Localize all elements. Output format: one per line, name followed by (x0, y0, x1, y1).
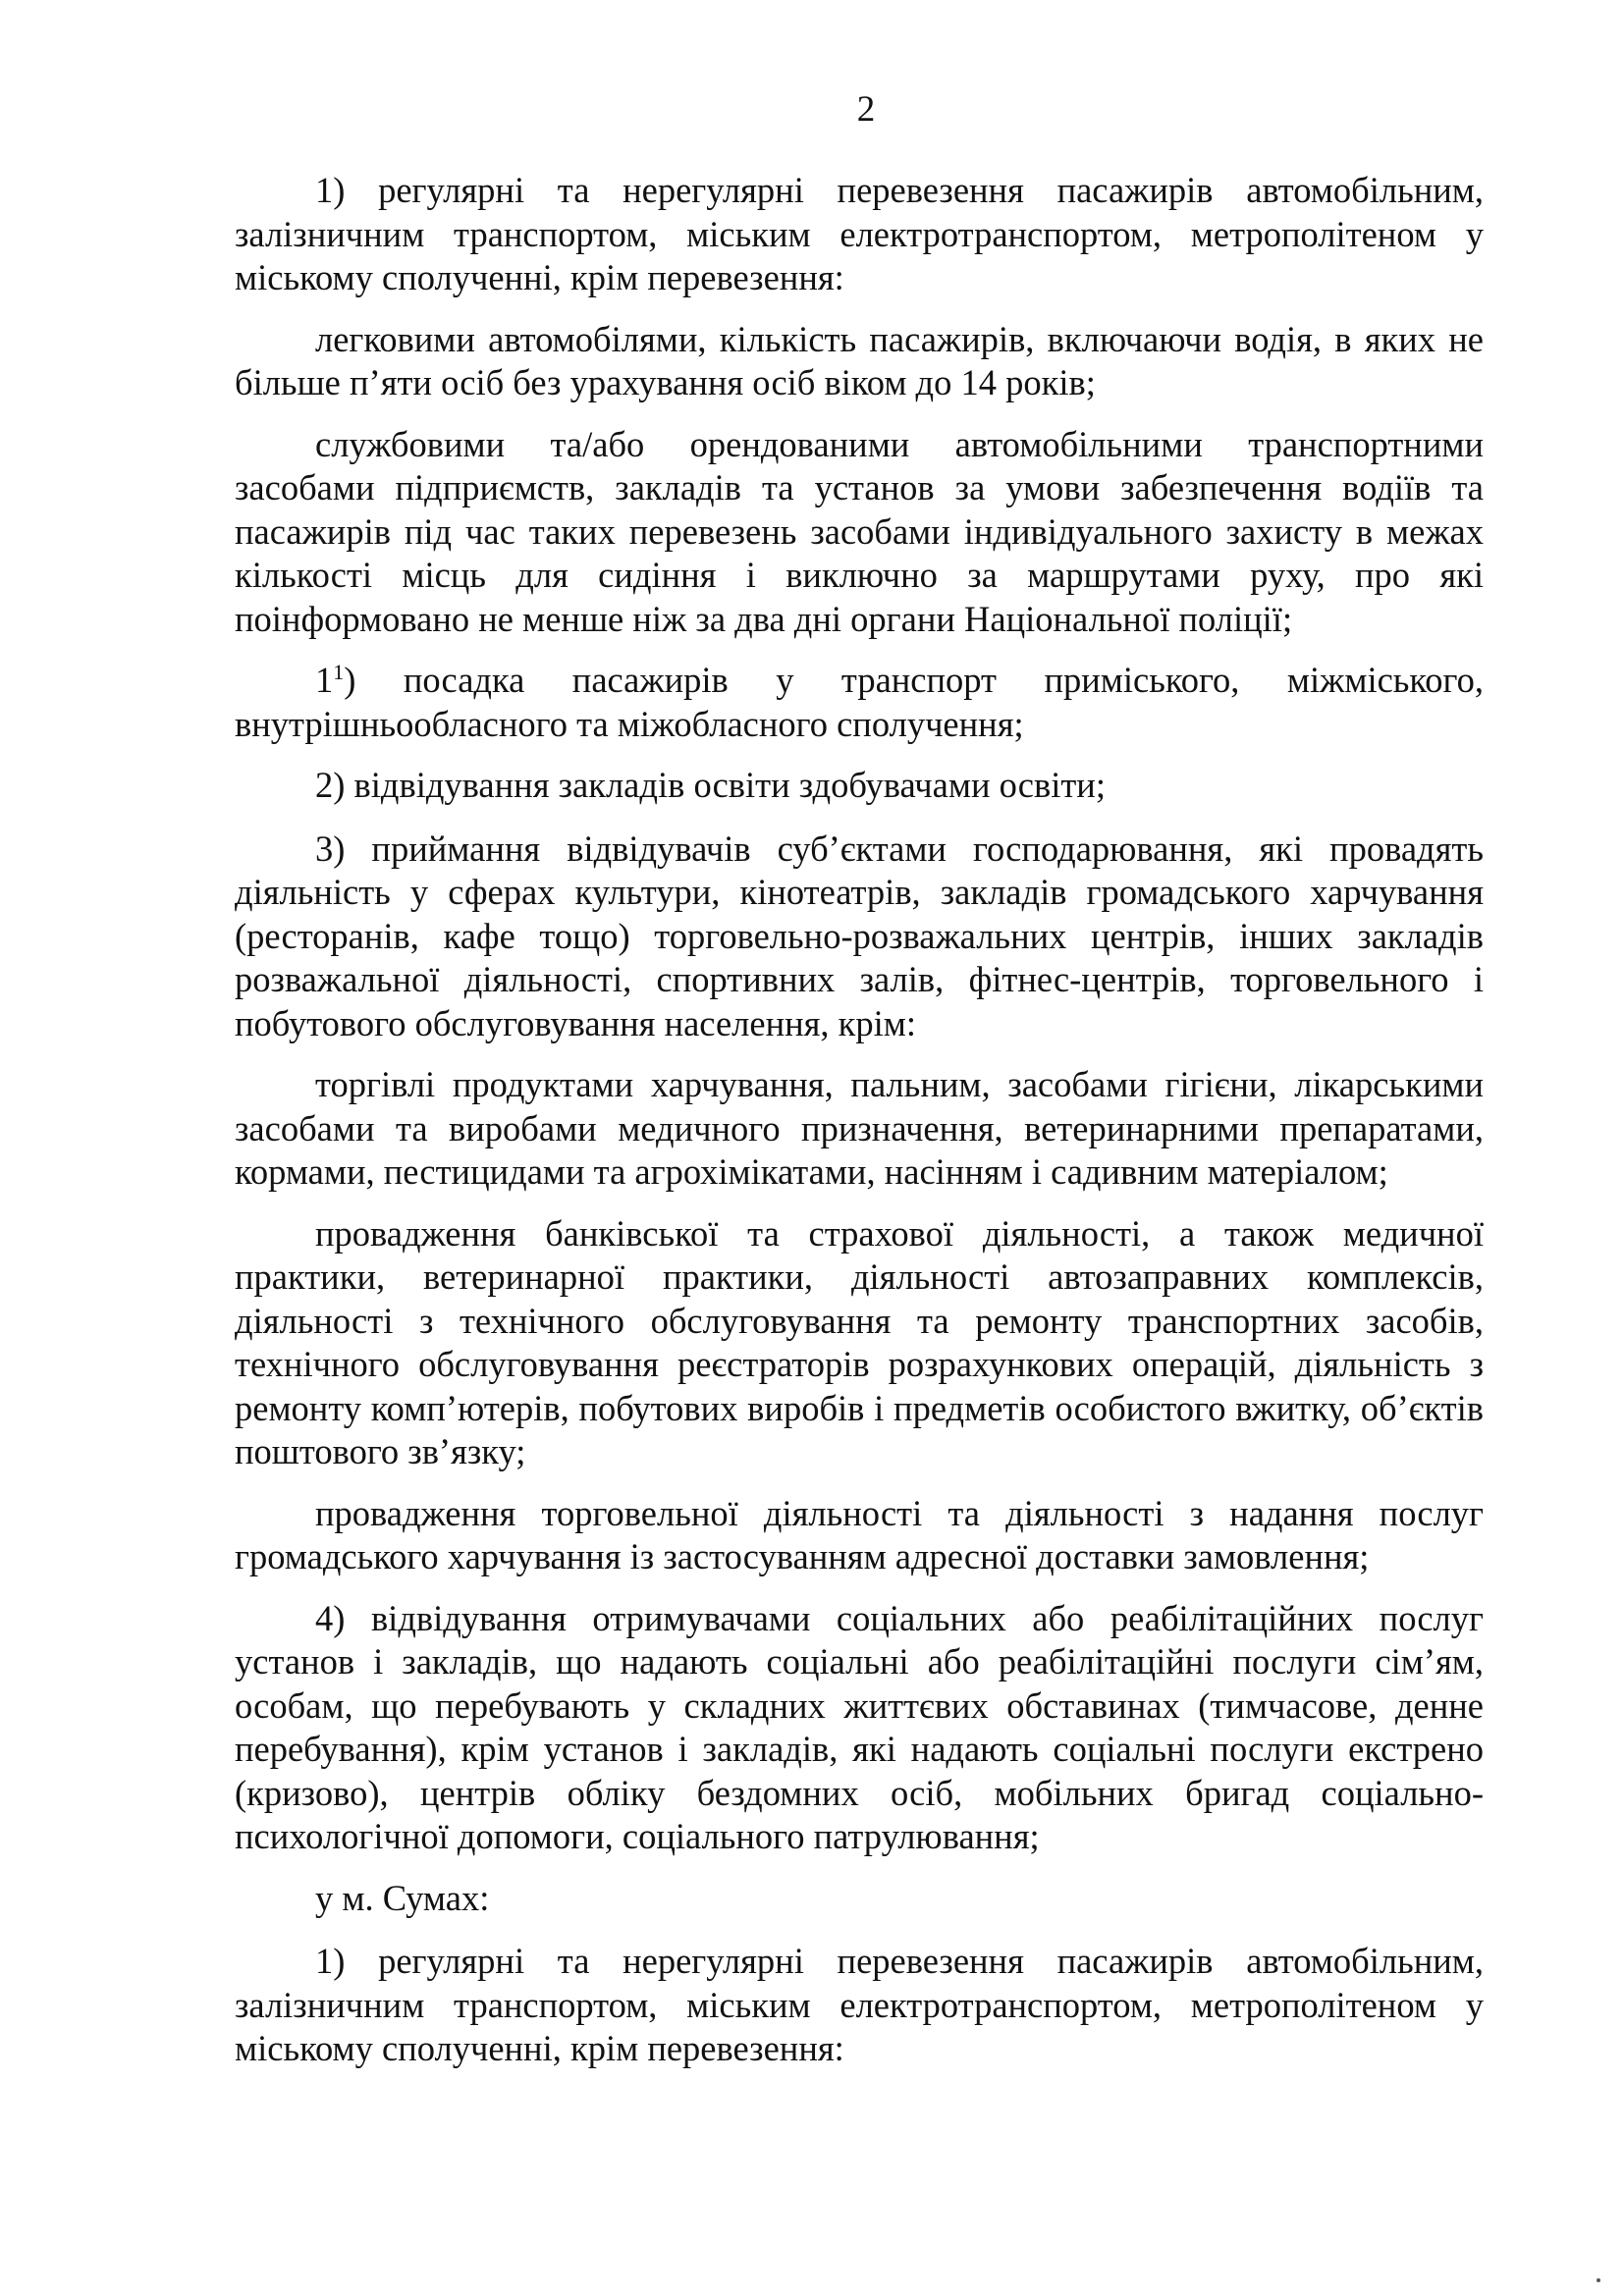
paragraph-service-vehicles: службовими та/або орендованими автомобільними транспортними засобами підприємств, закладів та установ за умови забезпечення водіїв та пасажирів під час таких перевезень засобами індивідуального захисту в межах кількості місць для сидіння і виключно за маршрутами руху, про які поінформовано не менше ніж за два дні органи Національної поліції; (235, 423, 1484, 639)
paragraph-sumy-heading: у м. Сумах: (315, 1877, 490, 1918)
item-text: ) посадка пасажирів у транспорт приміського, міжміського, внутрішньообласного та міжобласного сполучення; (235, 660, 1484, 744)
paragraph-banking-exceptions: провадження банківської та страхової діяльності, а також медичної практики, ветеринарної практики, діяльності автозаправних комплексів, діяльності з технічного обслуговування та ремонту транспортних засобів, технічного обслуговування реєстраторів розрахункових операцій, діяльність з ремонту комп’ютерів, побутових виробів і предметів особистого вжитку, об’єктів поштового зв’язку; (235, 1212, 1484, 1471)
paragraph-business-visitors: 3) приймання відвідувачів суб’єктами господарювання, які провадять діяльність у сферах культури, кінотеатрів, закладів громадського харчування (ресторанів, кафе тощо) торговельно-розважальних центрів, інших закладів розважальної діяльності, спортивних залів, фітнес-центрів, торговельного і побутового обслуговування населення, крім: (235, 828, 1484, 1043)
page-number: 2 (856, 89, 876, 130)
scan-artifact-dot (1597, 2278, 1600, 2282)
item-superscript: 1 (333, 659, 345, 684)
paragraph-education-visits: 2) відвідування закладів освіти здобувачами освіти; (315, 765, 1106, 805)
document-body (235, 169, 1484, 2089)
paragraph-passenger-cars: легковими автомобілями, кількість пасажирів, включаючи водія, в яких не більше п’яти осіб без урахування осіб віком до 14 років; (235, 318, 1484, 402)
paragraph-retail-exceptions: торгівлі продуктами харчування, пальним, засобами гігієни, лікарськими засобами та виробами медичного призначення, ветеринарними препаратами, кормами, пестицидами та агрохімікатами, насінням і садивним матеріалом; (235, 1064, 1484, 1192)
item-number: 1 (315, 660, 334, 700)
paragraph-social-services: 4) відвідування отримувачами соціальних або реабілітаційних послуг установ і закладів, що надають соціальні або реабілітаційні послуги сім’ям, особам, що перебувають у складних життєвих обставинах (тимчасове, денне перебування), крім установ і закладів, які надають соціальні послуги екстрено (кризово), центрів обліку бездомних осіб, мобільних бригад соціально-психологічної допомоги, соціального патрулювання; (235, 1597, 1484, 1856)
paragraph-transport-restriction: 1) регулярні та нерегулярні перевезення пасажирів автомобільним, залізничним транспортом, міським електротранспортом, метрополітеном у міському сполученні, крім перевезення: (235, 170, 1484, 297)
paragraph-delivery-exception: провадження торговельної діяльності та діяльності з надання послуг громадського харчування із застосуванням адресної доставки замовлення; (235, 1492, 1484, 1576)
paragraph-boarding-suburban (235, 659, 1484, 746)
paragraph-sumy-transport: 1) регулярні та нерегулярні перевезення пасажирів автомобільним, залізничним транспортом, міським електротранспортом, метрополітеном у міському сполученні, крім перевезення: (235, 1941, 1484, 2068)
